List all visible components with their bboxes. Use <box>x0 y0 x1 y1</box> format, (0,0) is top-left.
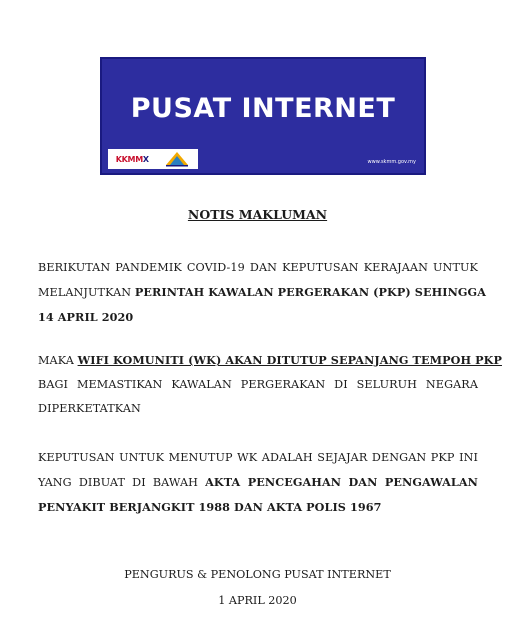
logo-strip <box>108 149 198 169</box>
paragraph-pandemic <box>38 256 486 329</box>
skmm-logo-icon <box>164 151 190 167</box>
banner-url: www.skmm.gov.my <box>367 159 416 165</box>
paragraph-legal-basis <box>38 446 478 519</box>
paragraph-text: MELANJUTKAN <box>38 286 135 299</box>
paragraph-line: DIPERKETATKAN <box>38 402 141 415</box>
paragraph-line <box>38 470 478 495</box>
paragraph-line <box>38 280 486 305</box>
notice-title: NOTIS MAKLUMAN <box>187 207 328 222</box>
signoff-issuer: PENGURUS & PENOLONG PUSAT INTERNET <box>124 568 391 581</box>
pkp-end-date: 14 APRIL 2020 <box>38 310 134 324</box>
paragraph-wifi-closure <box>38 348 502 421</box>
act-name-text: PENYAKIT BERJANGKIT 1988 DAN AKTA POLIS 1967 <box>38 500 382 514</box>
paragraph-line <box>38 348 502 373</box>
paragraph-line: KEPUTUSAN UNTUK MENUTUP WK ADALAH SEJAJAR DENGAN PKP INI <box>38 451 478 464</box>
kkmm-logo <box>116 155 149 164</box>
banner-title: PUSAT INTERNET <box>130 93 396 124</box>
pusat-internet-banner <box>100 57 426 175</box>
kkmm-logo-mark: X <box>142 154 149 164</box>
signoff-date: 1 APRIL 2020 <box>218 594 297 607</box>
act-name-text: AKTA PENCEGAHAN DAN PENGAWALAN <box>205 475 478 489</box>
pkp-order-text: PERINTAH KAWALAN PERGERAKAN (PKP) SEHINGGA <box>134 285 486 299</box>
kkmm-logo-text: KKMM <box>115 154 143 164</box>
paragraph-text: YANG DIBUAT DI BAWAH <box>38 476 206 489</box>
paragraph-text: MAKA <box>38 354 78 367</box>
paragraph-line: BERIKUTAN PANDEMIK COVID-19 DAN KEPUTUSAN KERAJAAN UNTUK <box>38 261 478 274</box>
wifi-closure-text: WIFI KOMUNITI (WK) AKAN DITUTUP SEPANJANG TEMPOH PKP <box>77 353 502 367</box>
paragraph-line: BAGI MEMASTIKAN KAWALAN PERGERAKAN DI SELURUH NEGARA <box>38 378 478 391</box>
